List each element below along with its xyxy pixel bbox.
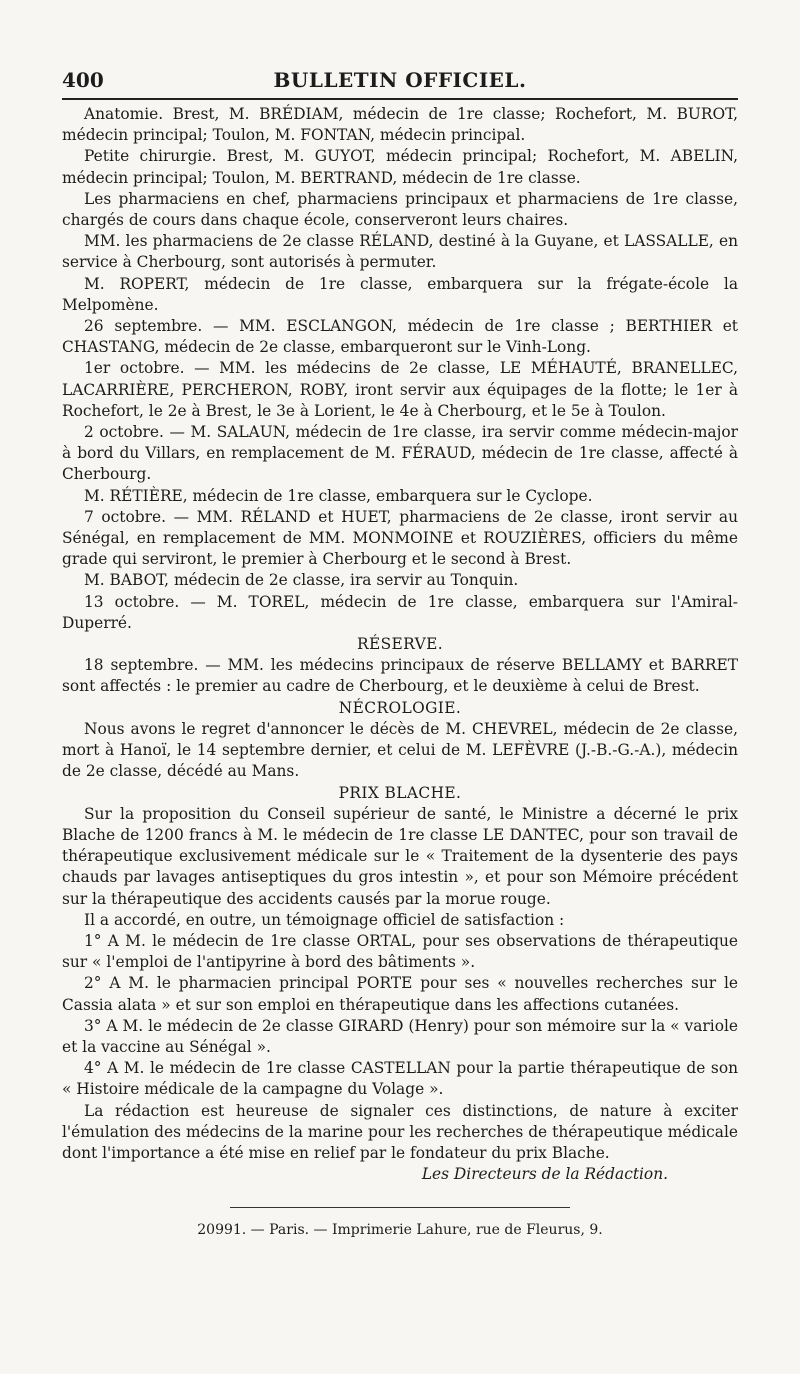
signature: Les Directeurs de la Rédaction. — [421, 1165, 668, 1184]
paragraph-prix: 3° A M. le médecin de 2e classe GIRARD (Henry) pour son mémoire sur la « variole et la vaccine au Sénégal ». — [62, 1016, 738, 1056]
paragraph-necrologie: Nous avons le regret d'annoncer le décès de M. CHEVREL, médecin de 2e classe, mort à Hanoï, le 14 septembre dernier, et celui de M. LEFÈVRE (J.-B.-G.-A.), médecin de 2e classe, décédé au Mans. — [62, 719, 738, 781]
paragraph-prix: 4° A M. le médecin de 1re classe CASTELLAN pour la partie thérapeutique de son « Histoire médicale de la campagne du Volage ». — [62, 1059, 738, 1099]
paragraph: 7 octobre. — MM. RÉLAND et HUET, pharmaciens de 2e classe, iront servir au Sénégal, en remplacement de MM. MONMOINE et ROUZIÈRES, officiers du même grade qui serviront, le premier à Cherbourg et le second à Brest. — [62, 507, 738, 569]
paragraph-prix: 2° A M. le pharmacien principal PORTE pour ses « nouvelles recherches sur le Cassia alata » et sur son emploi en thérapeutique dans les affections cutanées. — [62, 974, 738, 1014]
paragraph-prix: Sur la proposition du Conseil supérieur de santé, le Ministre a décerné le prix Blache de 1200 francs à M. le médecin de 1re classe LE DANTEC, pour son travail de thérapeutique exclusivement médicale sur le « Traitement de la dysenterie des pays chauds par lavages antiseptiques du gros intestin », et pour son Mémoire précédent sur la thérapeutique des accidents causés par la morue rouge. — [62, 804, 738, 908]
page-body — [62, 104, 738, 1242]
paragraph-prix: Il a accordé, en outre, un témoignage officiel de satisfaction : — [84, 910, 565, 929]
paragraph: Anatomie. Brest, M. BRÉDIAM, médecin de 1re classe; Rochefort, M. BUROT, médecin principal; Toulon, M. FONTAN, médecin principal. — [62, 105, 738, 145]
section-heading-necrologie: NÉCROLOGIE. — [338, 698, 462, 717]
paragraph-reserve: 18 septembre. — MM. les médecins principaux de réserve BELLAMY et BARRET sont affectés : le premier au cadre de Cherbourg, et le deuxième à celui de Brest. — [62, 656, 738, 696]
paragraph-prix: La rédaction est heureuse de signaler ces distinctions, de nature à exciter l'émulation des médecins de la marine pour les recherches de thérapeutique médicale dont l'importance a été mise en relief par le fondateur du prix Blache. — [62, 1101, 738, 1162]
paragraph: M. ROPERT, médecin de 1re classe, embarquera sur la frégate-école la Melpomène. — [62, 274, 738, 314]
paragraph: Petite chirurgie. Brest, M. GUYOT, médecin principal; Rochefort, M. ABELIN, médecin principal; Toulon, M. BERTRAND, médecin de 1re classe. — [62, 147, 738, 187]
section-heading-reserve: RÉSERVE. — [356, 635, 444, 654]
paragraph: 1er octobre. — MM. les médecins de 2e classe, LE MÉHAUTÉ, BRANELLEC, LACARRIÈRE, PERCHERON, ROBY, iront servir aux équipages de la flotte; le 1er à Rochefort, le 2e à Brest, le 3e à Lorient, le 4e à Cherbourg, et le 5e à Toulon. — [62, 359, 738, 420]
section-heading-prix-blache: PRIX BLACHE. — [338, 783, 462, 802]
paragraph: 26 septembre. — MM. ESCLANGON, médecin de 1re classe ; BERTHIER et CHASTANG, médecin de 2e classe, embarqueront sur le Vinh-Long. — [62, 317, 738, 357]
paragraph: 2 octobre. — M. SALAUN, médecin de 1re classe, ira servir comme médecin-major à bord du Villars, en remplacement de M. FÉRAUD, médecin de 1re classe, affecté à Cherbourg. — [62, 423, 738, 484]
paragraph: 13 octobre. — M. TOREL, médecin de 1re classe, embarquera sur l'Amiral-Duperré. — [62, 592, 738, 632]
printer-imprint: 20991. — Paris. — Imprimerie Lahure, rue de Fleurus, 9. — [197, 1222, 603, 1239]
paragraph: Les pharmaciens en chef, pharmaciens principaux et pharmaciens de 1re classe, chargés de cours dans chaque école, conserveront leurs chaires. — [62, 189, 738, 230]
running-title: BULLETIN OFFICIEL. — [273, 68, 527, 92]
paragraph: M. RÉTIÈRE, médecin de 1re classe, embarquera sur le Cyclope. — [84, 486, 593, 505]
page-number: 400 — [62, 68, 104, 92]
paragraph: M. BABOT, médecin de 2e classe, ira servir au Tonquin. — [84, 571, 519, 590]
footer-rule — [230, 1207, 570, 1208]
paragraph-prix: 1° A M. le médecin de 1re classe ORTAL, pour ses observations de thérapeutique sur « l'emploi de l'antipyrine à bord des bâtiments ». — [62, 931, 738, 972]
paragraph: MM. les pharmaciens de 2e classe RÉLAND, destiné à la Guyane, et LASSALLE, en service à Cherbourg, sont autorisés à permuter. — [62, 232, 738, 272]
page-header — [62, 68, 738, 100]
